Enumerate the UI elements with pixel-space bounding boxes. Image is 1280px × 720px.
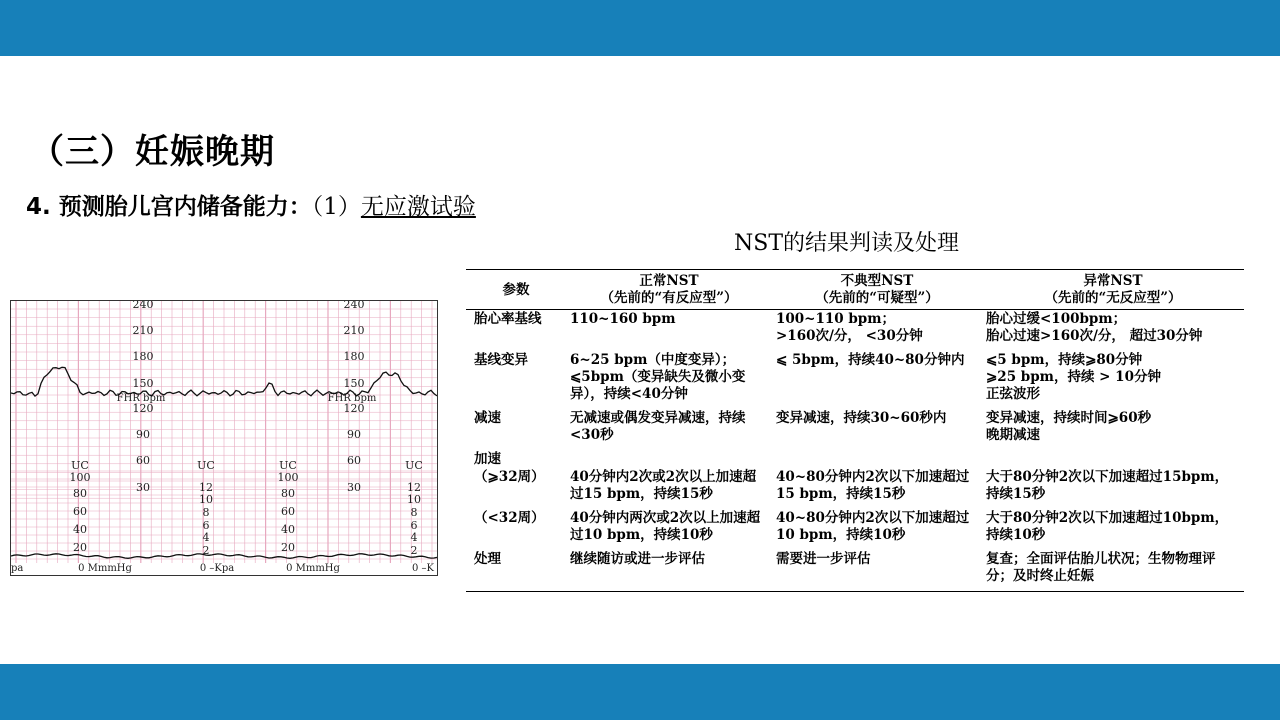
uc-label: UC xyxy=(71,459,89,472)
scale-bottom-label: pa xyxy=(11,563,24,574)
fhr-tick-label: 150 xyxy=(132,377,154,390)
fhr-tick-label: 90 xyxy=(136,428,150,441)
uc-tick-label: 20 xyxy=(73,541,87,554)
table-row xyxy=(466,468,1244,509)
table-row xyxy=(466,450,1244,468)
uc-tick-label: 12 xyxy=(199,481,213,494)
page-title: （三）妊娠晚期 xyxy=(30,132,275,172)
col-header-param xyxy=(466,270,566,310)
cell-line: 大于80分钟2次以下加速超过10bpm，持续10秒 xyxy=(986,510,1229,543)
uc-tick-label: 100 xyxy=(69,471,91,484)
fhr-axis-label: FHR bpm xyxy=(116,393,166,404)
cell-line: （<32周） xyxy=(474,510,545,526)
table-cell-abnormal xyxy=(982,509,1244,550)
uc-tick-label: 2 xyxy=(202,544,210,557)
uc-tick-label: 80 xyxy=(281,487,295,500)
col-header-atypical xyxy=(772,270,982,310)
table-cell-abnormal xyxy=(982,550,1244,592)
table-cell-param xyxy=(466,509,566,550)
cell-line: 大于80分钟2次以下加速超过15bpm，持续15秒 xyxy=(986,469,1229,502)
uc-tick-label: 10 xyxy=(407,493,421,506)
cell-line: （⩾32周） xyxy=(474,469,545,485)
uc-tick-label: 12 xyxy=(407,481,421,494)
uc-tick-label: 40 xyxy=(281,523,295,536)
table-cell-normal xyxy=(566,310,772,352)
cell-line: 无减速或偶发变异减速，持续<30秒 xyxy=(570,410,746,443)
cell-line: 40~80分钟内2次以下加速超过10 bpm，持续10秒 xyxy=(776,510,970,543)
uc-label: UC xyxy=(197,459,215,472)
cell-line: 正弦波形 xyxy=(986,386,1040,402)
table-cell-normal xyxy=(566,409,772,450)
cell-line: ⩾25 bpm，持续 > 10分钟 xyxy=(986,369,1161,385)
table-cell-atypical xyxy=(772,509,982,550)
cell-line: 6~25 bpm（中度变异）； xyxy=(570,352,736,368)
table-cell-param xyxy=(466,468,566,509)
table-row xyxy=(466,310,1244,352)
cell-line: ⩽ 5bpm，持续40~80分钟内 xyxy=(776,352,965,368)
cell-line: ⩽5 bpm，持续⩾80分钟 xyxy=(986,352,1143,368)
table-cell-param xyxy=(466,351,566,409)
uc-tick-label: 6 xyxy=(410,519,418,532)
cell-line: ⩽5bpm（变异缺失及微小变异），持续<40分钟 xyxy=(570,369,746,402)
table-caption: NST的结果判读及处理 xyxy=(734,231,959,256)
cell-line: 胎心率基线 xyxy=(474,311,542,327)
top-banner xyxy=(0,0,1280,56)
fetal-heart-trace-image xyxy=(10,300,438,576)
table-cell-atypical xyxy=(772,310,982,352)
table-cell-param xyxy=(466,450,566,468)
table-header-row xyxy=(466,270,1244,310)
table-cell-param xyxy=(466,409,566,450)
cell-line: 变异减速，持续30~60秒内 xyxy=(776,410,947,426)
cell-line: 加速 xyxy=(474,451,501,467)
cell-line: 40分钟内两次或2次以上加速超过10 bpm，持续10秒 xyxy=(570,510,761,543)
nst-table xyxy=(466,269,1244,592)
table-row xyxy=(466,509,1244,550)
table-row xyxy=(466,409,1244,450)
bottom-banner xyxy=(0,664,1280,720)
uc-tick-label: 60 xyxy=(73,505,87,518)
table-cell-atypical xyxy=(772,468,982,509)
fhr-tick-label: 120 xyxy=(343,402,365,415)
uc-tick-label: 60 xyxy=(281,505,295,518)
col-header-sub: （先前的“有反应型”） xyxy=(600,290,738,306)
table-cell-abnormal xyxy=(982,468,1244,509)
fhr-tick-label: 180 xyxy=(343,350,365,363)
fhr-tick-label: 30 xyxy=(347,481,361,494)
uc-tick-label: 10 xyxy=(199,493,213,506)
cell-line: 40分钟内2次或2次以上加速超过15 bpm，持续15秒 xyxy=(570,469,757,502)
scale-bottom-label: 0 MmmHg xyxy=(286,563,340,574)
table-cell-abnormal xyxy=(982,409,1244,450)
table-cell-normal xyxy=(566,550,772,592)
fhr-tick-label: 240 xyxy=(132,301,154,311)
table-cell-abnormal xyxy=(982,351,1244,409)
uc-tick-label: 4 xyxy=(410,531,418,544)
cell-line: 100~110 bpm； xyxy=(776,311,896,327)
fhr-tick-label: 150 xyxy=(343,377,365,390)
table-cell-abnormal xyxy=(982,450,1244,468)
col-header-label: 正常NST xyxy=(639,273,699,289)
scale-bottom-label: 0 MmmHg xyxy=(78,563,132,574)
fhr-tick-label: 120 xyxy=(132,402,154,415)
cell-line: 继续随访或进一步评估 xyxy=(570,551,705,567)
table-cell-normal xyxy=(566,468,772,509)
cell-line: 晚期减速 xyxy=(986,427,1040,443)
fhr-tick-label: 240 xyxy=(343,301,365,311)
uc-tick-label: 40 xyxy=(73,523,87,536)
cell-line: >160次/分， <30分钟 xyxy=(776,328,923,344)
cell-line: 需要进一步评估 xyxy=(776,551,871,567)
table-row xyxy=(466,351,1244,409)
fhr-tick-label: 210 xyxy=(343,324,365,337)
uc-tick-label: 20 xyxy=(281,541,295,554)
uc-tick-label: 2 xyxy=(410,544,418,557)
scale-bottom-label: 0 –K xyxy=(411,563,435,574)
uc-tick-label: 8 xyxy=(202,506,210,519)
fhr-tick-label: 30 xyxy=(136,481,150,494)
table-cell-param xyxy=(466,550,566,592)
cell-line: 基线变异 xyxy=(474,352,528,368)
cell-line: 复查；全面评估胎儿状况；生物物理评分；及时终止妊娠 xyxy=(986,551,1216,584)
cell-line: 处理 xyxy=(474,551,501,567)
table-cell-atypical xyxy=(772,450,982,468)
cell-line: 减速 xyxy=(474,410,501,426)
nst-link[interactable]: 无应激试验 xyxy=(360,194,476,220)
uc-tick-label: 8 xyxy=(410,506,418,519)
fhr-tick-label: 60 xyxy=(136,454,150,467)
col-header-sub: （先前的“可疑型”） xyxy=(815,290,939,306)
table-cell-abnormal xyxy=(982,310,1244,352)
uc-tick-label: 100 xyxy=(277,471,299,484)
fhr-tick-label: 210 xyxy=(132,324,154,337)
uc-tick-label: 80 xyxy=(73,487,87,500)
col-header-abnormal xyxy=(982,270,1244,310)
scale-bottom-label: 0 –Kpa xyxy=(199,563,235,574)
cell-line: 110~160 bpm xyxy=(570,311,676,327)
fhr-tick-label: 90 xyxy=(347,428,361,441)
fhr-tick-label: 180 xyxy=(132,350,154,363)
cell-line: 40~80分钟内2次以下加速超过15 bpm，持续15秒 xyxy=(776,469,970,502)
table-cell-normal xyxy=(566,351,772,409)
table-cell-normal xyxy=(566,450,772,468)
table-row xyxy=(466,550,1244,592)
table-cell-param xyxy=(466,310,566,352)
col-header-label: 不典型NST xyxy=(840,273,914,289)
uc-label: UC xyxy=(405,459,423,472)
uc-tick-label: 4 xyxy=(202,531,210,544)
table-cell-normal xyxy=(566,509,772,550)
section-subtitle xyxy=(26,188,476,221)
col-header-sub: （先前的“无反应型”） xyxy=(1044,290,1182,306)
cell-line: 胎心过缓<100bpm； xyxy=(986,311,1127,327)
table-cell-atypical xyxy=(772,351,982,409)
col-header-label: 参数 xyxy=(502,281,530,298)
col-header-label: 异常NST xyxy=(1083,273,1143,289)
fhr-tick-label: 60 xyxy=(347,454,361,467)
cell-line: 胎心过速>160次/分， 超过30分钟 xyxy=(986,328,1203,344)
uc-tick-label: 6 xyxy=(202,519,210,532)
subtitle-lead: 4. 预测胎儿宫内储备能力： xyxy=(26,194,312,220)
table-cell-atypical xyxy=(772,550,982,592)
subtitle-item-number: （1） xyxy=(311,194,361,220)
col-header-normal xyxy=(566,270,772,310)
uc-label: UC xyxy=(279,459,297,472)
fhr-axis-label: FHR bpm xyxy=(327,393,377,404)
cell-line: 变异减速，持续时间⩾60秒 xyxy=(986,410,1152,426)
table-cell-atypical xyxy=(772,409,982,450)
ctg-strip xyxy=(11,301,437,575)
